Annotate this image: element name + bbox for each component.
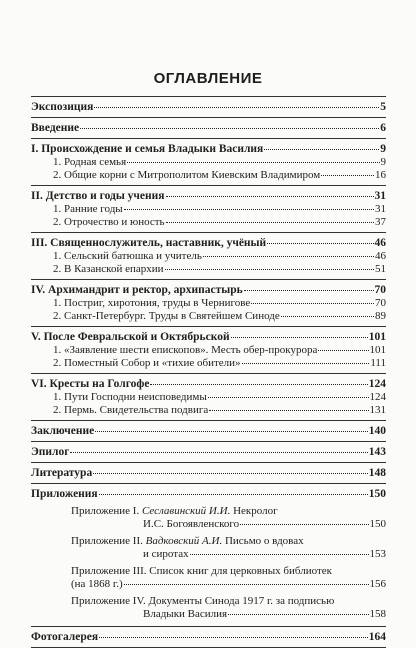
toc-entry-section-6-1[interactable] — [31, 391, 386, 404]
toc-entry-label: II. Детство и годы учения — [31, 190, 165, 202]
toc-entry-label: 1. «Заявление шести епископов». Месть обер-прокурора — [53, 344, 318, 356]
divider — [31, 420, 386, 421]
toc-page-number: 140 — [368, 425, 386, 437]
toc-entry-conclusion[interactable] — [31, 425, 386, 438]
toc-page-number: 9 — [380, 156, 386, 168]
toc-entry-label: 1. Родная семья — [53, 156, 127, 168]
toc-entry-label: Эпилог — [31, 446, 70, 458]
toc-page-number: 156 — [369, 578, 386, 590]
toc-page-number: 148 — [368, 467, 386, 479]
toc-page-number: 5 — [380, 101, 386, 113]
toc-page-number: 150 — [369, 518, 386, 530]
toc-page-number: 131 — [369, 404, 386, 416]
leader-dots — [80, 127, 379, 129]
toc-entry-section-5-2[interactable] — [31, 357, 386, 370]
appendix-author: Сеславинский И.И. — [141, 505, 231, 517]
toc-entry-label: 1. Сельский батюшка и учитель — [53, 250, 202, 262]
toc-page-number: 31 — [374, 190, 386, 202]
toc-entry-section-5-1[interactable] — [31, 344, 386, 357]
toc-entry-epilogue[interactable] — [31, 446, 386, 459]
leader-dots — [228, 613, 368, 615]
toc-page-number: 164 — [368, 631, 386, 643]
toc-entry-label: 2. Санкт-Петербург. Труды в Святейшем Синоде — [53, 310, 280, 322]
toc-entry-label: 1. Постриг, хиротония, труды в Чернигове — [53, 297, 251, 309]
toc-entry-section-3-1[interactable] — [31, 250, 386, 263]
toc-page-number: 37 — [375, 216, 386, 228]
toc-page-number: 6 — [380, 122, 386, 134]
toc-entry-section-3-2[interactable] — [31, 263, 386, 276]
leader-dots — [93, 472, 368, 474]
divider — [31, 96, 386, 97]
toc-entry-chapter-1[interactable] — [31, 143, 386, 156]
divider — [31, 232, 386, 233]
toc-entry-label: 2. Отрочество и юность — [53, 216, 165, 228]
toc-entry-label: VI. Кресты на Голгофе — [31, 378, 150, 390]
toc-entry-section-4-1[interactable] — [31, 297, 386, 310]
appendix-title: Некролог — [230, 505, 278, 517]
toc-entry-label: Литература — [31, 467, 93, 479]
leader-dots — [240, 523, 368, 525]
leader-dots — [244, 289, 374, 291]
toc-page-number: 153 — [369, 548, 386, 560]
toc-entry-appendix-4[interactable] — [31, 595, 386, 621]
toc-entry-label: 1. Пути Господни неисповедимы — [53, 391, 207, 403]
leader-dots — [150, 383, 367, 385]
toc-entry-label: Экспозиция — [31, 101, 94, 113]
leader-dots — [281, 315, 374, 317]
toc-entry-label: I. Происхождение и семья Владыки Василия — [31, 143, 264, 155]
leader-dots — [251, 302, 374, 304]
toc-page-number: 89 — [375, 310, 386, 322]
toc-entry-chapter-5[interactable] — [31, 331, 386, 344]
leader-dots — [166, 195, 374, 197]
appendix-title-continued: И.С. Богоявленского — [143, 518, 240, 530]
appendix-prefix: Приложение III. — [71, 565, 150, 577]
leader-dots — [127, 161, 379, 163]
leader-dots — [95, 430, 368, 432]
divider — [31, 462, 386, 463]
toc-entry-label: 2. Поместный Собор и «тихие обители» — [53, 357, 241, 369]
divider — [31, 373, 386, 374]
toc-entry-label: 2. Общие корни с Митрополитом Киевским Владимиром — [53, 169, 321, 181]
appendix-title: Письмо о вдовах — [222, 535, 304, 547]
appendix-title: Список книг для церковных библиотек — [149, 565, 332, 577]
divider — [31, 441, 386, 442]
toc-entry-label: Введение — [31, 122, 80, 134]
page-title: ОГЛАВЛЕНИЕ — [153, 70, 263, 87]
toc-entry-chapter-6[interactable] — [31, 378, 386, 391]
appendix-prefix: Приложение I. — [71, 505, 142, 517]
toc-page-number: 101 — [368, 331, 386, 343]
leader-dots — [99, 493, 368, 495]
toc-entry-appendix-1[interactable] — [31, 505, 386, 531]
toc-entry-section-1-2[interactable] — [31, 169, 386, 182]
toc-entry-label: 2. Пермь. Свидетельства подвига — [53, 404, 209, 416]
leader-dots — [208, 396, 369, 398]
divider — [31, 483, 386, 484]
leader-dots — [99, 636, 368, 638]
toc-entry-section-2-1[interactable] — [31, 203, 386, 216]
leader-dots — [70, 451, 367, 453]
leader-dots — [267, 242, 373, 244]
toc-entry-appendices[interactable] — [31, 488, 386, 501]
toc-page-number: 9 — [380, 143, 386, 155]
toc-entry-label: 2. В Казанской епархии — [53, 263, 164, 275]
toc-entry-label: III. Священнослужитель, наставник, учёный — [31, 237, 267, 249]
leader-dots — [209, 409, 368, 411]
toc-page-number: 31 — [375, 203, 386, 215]
toc-entry-label: IV. Архимандрит и ректор, архипастырь — [31, 284, 243, 296]
leader-dots — [166, 221, 374, 223]
leader-dots — [242, 362, 370, 364]
divider — [31, 326, 386, 327]
toc-entry-label: 1. Ранние годы — [53, 203, 123, 215]
toc-entry-exposition[interactable] — [31, 101, 386, 114]
divider — [31, 279, 386, 280]
toc-entry-introduction[interactable] — [31, 122, 386, 135]
toc-entry-appendix-3[interactable] — [31, 565, 386, 591]
appendix-title-continued: Владыки Василия — [143, 608, 228, 620]
appendix-author: Вадковский А.И. — [145, 535, 223, 547]
toc-page-number: 111 — [370, 357, 386, 369]
appendix-title: Документы Синода 1917 г. за подписью — [148, 595, 335, 607]
toc-entry-section-2-2[interactable] — [31, 216, 386, 229]
toc-entry-chapter-4[interactable] — [31, 284, 386, 297]
toc-page-number: 101 — [369, 344, 386, 356]
leader-dots — [94, 106, 379, 108]
toc-page-number: 158 — [369, 608, 386, 620]
toc-entry-section-6-2[interactable] — [31, 404, 386, 417]
toc-page-number: 46 — [375, 250, 386, 262]
leader-dots — [321, 174, 374, 176]
leader-dots — [124, 583, 369, 585]
toc-entry-section-1-1[interactable] — [31, 156, 386, 169]
appendix-title-continued: (на 1868 г.) — [71, 578, 123, 590]
divider — [31, 185, 386, 186]
toc-entry-chapter-2[interactable] — [31, 190, 386, 203]
toc-page-number: 51 — [375, 263, 386, 275]
leader-dots — [190, 553, 369, 555]
appendix-prefix: Приложение IV. — [71, 595, 149, 607]
leader-dots — [165, 268, 374, 270]
toc-entry-photo-gallery[interactable] — [31, 631, 386, 644]
leader-dots — [124, 208, 374, 210]
table-of-contents — [31, 96, 386, 648]
leader-dots — [203, 255, 374, 257]
toc-page-number: 70 — [375, 297, 386, 309]
toc-page-number: 150 — [368, 488, 386, 500]
leader-dots — [318, 349, 368, 351]
toc-entry-appendix-2[interactable] — [31, 535, 386, 561]
toc-page-number: 143 — [368, 446, 386, 458]
toc-page-number: 46 — [374, 237, 386, 249]
toc-page-number: 124 — [369, 391, 386, 403]
divider — [31, 117, 386, 118]
toc-entry-label: Заключение — [31, 425, 95, 437]
toc-entry-label: Фотогалерея — [31, 631, 99, 643]
toc-page-number: 16 — [375, 169, 386, 181]
toc-entry-label: Приложения — [31, 488, 98, 500]
appendix-title-continued: и сиротах — [143, 548, 189, 560]
divider — [31, 626, 386, 627]
toc-page-number: 124 — [368, 378, 386, 390]
toc-entry-label: V. После Февральской и Октябрьской — [31, 331, 230, 343]
divider — [31, 138, 386, 139]
toc-entry-literature[interactable] — [31, 467, 386, 480]
toc-entry-chapter-3[interactable] — [31, 237, 386, 250]
appendix-prefix: Приложение II. — [71, 535, 146, 547]
toc-page-number: 70 — [374, 284, 386, 296]
toc-entry-section-4-2[interactable] — [31, 310, 386, 323]
leader-dots — [231, 336, 368, 338]
leader-dots — [264, 148, 379, 150]
